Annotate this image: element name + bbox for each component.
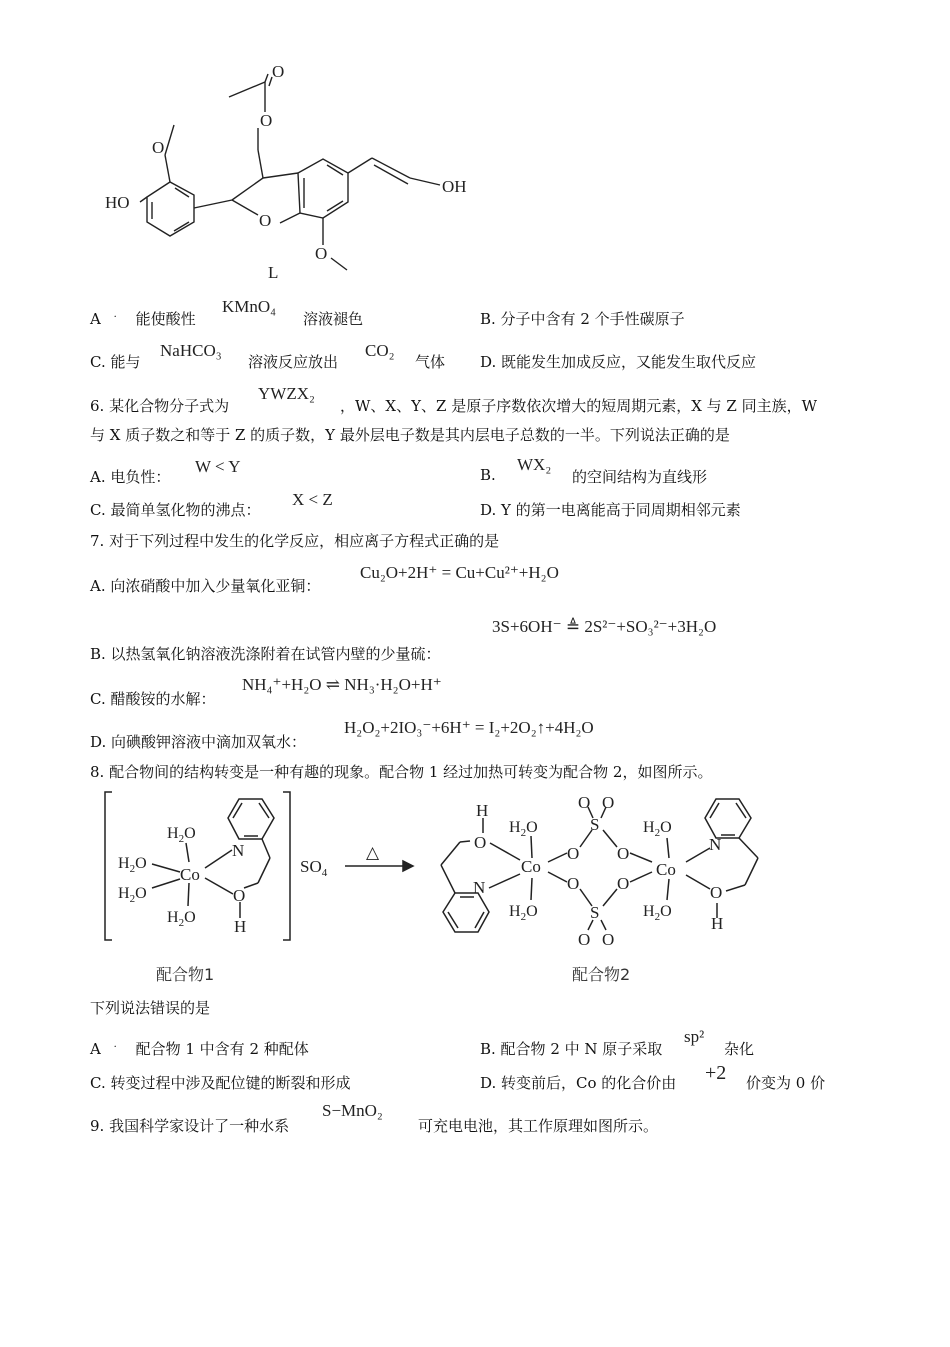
atom-o: O bbox=[567, 844, 580, 863]
formula-x-lt-z: X < Z bbox=[292, 490, 333, 509]
q6-option-c: C. 最简单氢化物的沸点： bbox=[90, 501, 261, 519]
equation-d: H₂O₂+2IO₃⁻+6H⁺ = I₂+2O₂↑+4H₂O bbox=[344, 718, 594, 737]
q8-option-b: B. 配合物 2 中 N 原子采取 bbox=[480, 1040, 663, 1058]
q5-option-a bbox=[90, 308, 196, 329]
q5-option-c: C. 能与 bbox=[90, 353, 141, 371]
atom-o: O bbox=[259, 211, 272, 230]
atom-o: O bbox=[152, 138, 165, 157]
atom-n: N bbox=[232, 841, 245, 860]
option-text: 配合物 1 中含有 2 种配体 bbox=[135, 1040, 309, 1058]
svg-text:SO4: $SO_4$ bbox=[300, 857, 328, 879]
atom-ho: HO bbox=[105, 193, 130, 212]
q7-option-a: A. 向浓硝酸中加入少量氧化亚铜： bbox=[90, 577, 321, 595]
complex2-label: 配合物2 bbox=[572, 965, 631, 984]
svg-text:H2O: $H_2O$ bbox=[509, 819, 538, 839]
formula-co2: CO₂ bbox=[365, 341, 395, 360]
atom-o: O bbox=[474, 833, 487, 852]
complex1-label: 配合物1 bbox=[156, 965, 215, 984]
q8-stem: 8. 配合物间的结构转变是一种有趣的现象。配合物 1 经过加热可转变为配合物 2，如图所示。 bbox=[90, 763, 713, 781]
svg-text:H2O: $H_2O$ bbox=[118, 885, 147, 905]
q9-stem: 9. 我国科学家设计了一种水系 bbox=[90, 1117, 290, 1135]
atom-n: N bbox=[709, 835, 722, 854]
q5-option-b: B. 分子中含有 2 个手性碳原子 bbox=[480, 310, 685, 328]
svg-text:H2O: $H_2O$ bbox=[167, 909, 196, 929]
svg-text:H2O: $H_2O$ bbox=[167, 825, 196, 845]
option-text: 气体 bbox=[415, 353, 446, 371]
atom-o: O bbox=[272, 62, 285, 81]
atom-o: O bbox=[602, 793, 615, 812]
q7-option-d: D. 向碘酸钾溶液中滴加双氧水： bbox=[90, 733, 307, 751]
atom-o: O bbox=[260, 111, 273, 130]
formula-plus2: +2 bbox=[705, 1062, 727, 1084]
atom-o: O bbox=[578, 793, 591, 812]
atom-h: H bbox=[711, 914, 724, 933]
equation-c: NH₄⁺+H₂O ⇌ NH₃·H₂O+H⁺ bbox=[242, 675, 442, 694]
atom-h: H bbox=[234, 917, 247, 936]
q6-option-d: D. Y 的第一电离能高于同周期相邻元素 bbox=[480, 501, 741, 519]
option-letter: A bbox=[90, 1040, 101, 1058]
atom-o: O bbox=[578, 930, 591, 949]
q6-stem: ，W、X、Y、Z 是原子序数依次增大的短周期元素，X 与 Z 同主族，W bbox=[340, 397, 818, 415]
atom-o: O bbox=[567, 874, 580, 893]
svg-text:H2O: $H_2O$ bbox=[643, 819, 672, 839]
formula-wx2: WX₂ bbox=[517, 455, 552, 474]
atom-o: O bbox=[315, 244, 328, 263]
option-text: 溶液反应放出 bbox=[248, 353, 339, 371]
option-text: 杂化 bbox=[724, 1040, 755, 1058]
equation-b: 3S+6OH⁻ ≜ 2S²⁻+SO₃²⁻+3H₂O bbox=[492, 617, 717, 636]
formula-sp2: sp² bbox=[684, 1027, 705, 1046]
q5-option-d: D. 既能发生加成反应，又能发生取代反应 bbox=[480, 353, 757, 371]
formula-nahco3: NaHCO₃ bbox=[160, 341, 222, 360]
q8-ask: 下列说法错误的是 bbox=[90, 999, 211, 1017]
formula-w-lt-y: W < Y bbox=[195, 457, 241, 476]
atom-co: Co bbox=[521, 857, 541, 876]
q7-option-b: B. 以热氢氧化钠溶液洗涤附着在试管内壁的少量硫： bbox=[90, 645, 441, 663]
atom-o: O bbox=[617, 844, 630, 863]
molecule-label: L bbox=[268, 263, 279, 282]
q7-stem: 7. 对于下列过程中发生的化学反应，相应离子方程式正确的是 bbox=[90, 532, 500, 550]
q8-option-d: D. 转变前后，Co 的化合价由 bbox=[480, 1074, 677, 1092]
svg-text:H2O: $H_2O$ bbox=[509, 903, 538, 923]
atom-s: S bbox=[590, 815, 600, 834]
atom-oh: OH bbox=[442, 177, 467, 196]
q7-option-c: C. 醋酸铵的水解： bbox=[90, 690, 216, 708]
equation-a: Cu₂O+2H⁺ = Cu+Cu²⁺+H₂O bbox=[360, 563, 559, 582]
q8-option-c: C. 转变过程中涉及配位键的断裂和形成 bbox=[90, 1074, 351, 1092]
formula-s-mno2: S−MnO₂ bbox=[322, 1101, 383, 1120]
atom-o: O bbox=[602, 930, 615, 949]
atom-n: N bbox=[473, 878, 486, 897]
q6-stem: 与 X 质子数之和等于 Z 的质子数，Y 最外层电子数是其内层电子总数的一半。下列说法正确的是 bbox=[90, 426, 730, 444]
svg-text:H2O: $H_2O$ bbox=[118, 855, 147, 875]
atom-o: O bbox=[710, 883, 723, 902]
atom-co: Co bbox=[180, 865, 200, 884]
atom-co: Co bbox=[656, 860, 676, 879]
option-dot: · bbox=[113, 1042, 117, 1053]
atom-s: S bbox=[590, 903, 600, 922]
atom-o: O bbox=[233, 886, 246, 905]
q8-option-a bbox=[90, 1038, 309, 1059]
option-letter: A bbox=[90, 310, 101, 328]
option-text: 价变为 0 价 bbox=[746, 1074, 826, 1092]
option-text: 溶液褪色 bbox=[303, 310, 364, 328]
formula-kmno4: KMnO₄ bbox=[222, 297, 277, 316]
formula-ywzx2: YWZX₂ bbox=[258, 384, 315, 403]
atom-h: H bbox=[476, 801, 489, 820]
svg-text:H2O: $H_2O$ bbox=[643, 903, 672, 923]
q6-option-b: B. bbox=[480, 466, 496, 484]
option-text: 能使酸性 bbox=[135, 310, 196, 328]
heat-symbol: △ bbox=[366, 843, 380, 862]
option-text: 的空间结构为直线形 bbox=[572, 468, 708, 486]
q6-option-a: A. 电负性： bbox=[90, 468, 171, 486]
option-dot: · bbox=[113, 312, 117, 323]
molecule-L-structure bbox=[95, 55, 495, 290]
q6-stem: 6. 某化合物分子式为 bbox=[90, 397, 230, 415]
q9-stem: 可充电电池，其工作原理如图所示。 bbox=[418, 1117, 659, 1135]
atom-o: O bbox=[617, 874, 630, 893]
complex-conversion-diagram bbox=[95, 785, 815, 990]
